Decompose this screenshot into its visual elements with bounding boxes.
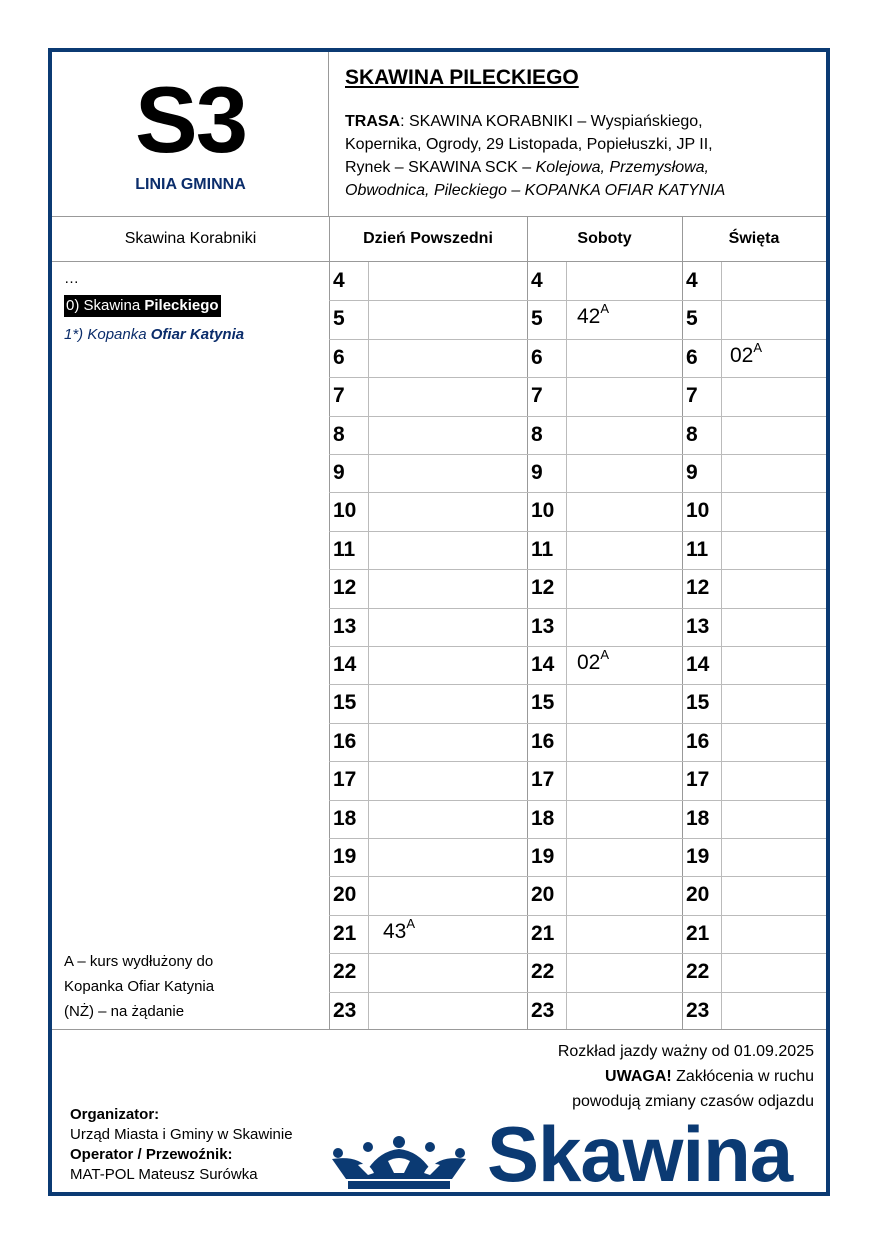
saturday-hour-22: 22 <box>531 960 555 984</box>
holiday-hour-12: 12 <box>686 576 710 600</box>
saturday-hour-13: 13 <box>531 614 555 638</box>
warning-label: UWAGA! <box>605 1068 672 1085</box>
weekday-hour-7: 7 <box>333 384 345 408</box>
previous-stops: … <box>64 270 79 287</box>
weekday-column-header: Dzień Powszedni <box>329 217 527 262</box>
warning-text-2: powodują zmiany czasów odjazdu <box>572 1093 814 1110</box>
weekday-hour-20: 20 <box>333 883 357 907</box>
weekday-hour-15: 15 <box>333 691 357 715</box>
warning-text: Zakłócenia w ruchu <box>671 1068 814 1085</box>
row-divider <box>329 492 826 493</box>
holiday-hour-8: 8 <box>686 422 698 446</box>
row-divider <box>329 569 826 570</box>
row-divider <box>329 454 826 455</box>
saturday-hour-8: 8 <box>531 422 543 446</box>
row-divider <box>329 608 826 609</box>
weekday-hour-11: 11 <box>333 537 356 561</box>
row-divider <box>329 992 826 993</box>
weekday-hour-8: 8 <box>333 422 345 446</box>
weekday-hour-6: 6 <box>333 345 345 369</box>
holiday-hour-19: 19 <box>686 845 710 868</box>
saturday-hour-19: 19 <box>531 845 555 868</box>
weekday-hour-21: 21 <box>333 921 357 945</box>
saturday-hour-10: 10 <box>531 499 555 523</box>
holiday-departure <box>730 339 763 368</box>
holiday-hour-14: 14 <box>686 653 710 676</box>
row-divider <box>329 646 826 647</box>
line-type: LINIA GMINNA <box>135 176 246 193</box>
holiday-hour-17: 17 <box>686 768 710 792</box>
weekday-hour-18: 18 <box>333 806 357 830</box>
route-label: TRASA <box>345 113 401 130</box>
route-line-2: Kopernika, Ogrody, 29 Listopada, Popiełuszki, JP II, <box>345 136 713 153</box>
crown-icon <box>328 1135 470 1191</box>
holiday-hour-11: 11 <box>686 537 709 561</box>
weekday-hour-12: 12 <box>333 576 357 600</box>
row-divider <box>329 416 826 417</box>
row-divider <box>329 531 826 532</box>
weekday-hour-16: 16 <box>333 729 357 753</box>
route-line-4: Obwodnica, Pileckiego – KOPANKA OFIAR KATYNIA <box>345 182 726 199</box>
timetable-frame <box>48 48 830 1196</box>
saturday-hour-6: 6 <box>531 345 543 369</box>
saturday-departure <box>577 647 610 675</box>
holiday-hour-23: 23 <box>686 998 710 1022</box>
current-stop <box>64 295 221 317</box>
row-divider <box>329 761 826 762</box>
row-divider <box>329 300 826 301</box>
weekday-hour-17: 17 <box>333 768 357 792</box>
saturday-hour-15: 15 <box>531 691 555 715</box>
holiday-hour-5: 5 <box>686 307 698 331</box>
holiday-hour-16: 16 <box>686 729 710 753</box>
departure-mark: A <box>600 647 610 662</box>
departure-minute: 02 <box>577 651 601 674</box>
weekday-departure <box>383 915 416 944</box>
saturday-hour-18: 18 <box>531 806 555 830</box>
row-divider <box>329 339 826 340</box>
saturday-departure <box>577 301 610 329</box>
departure-minute: 02 <box>730 343 754 367</box>
row-divider <box>329 800 826 801</box>
saturday-column-header: Soboty <box>527 217 682 262</box>
legend <box>64 949 324 1024</box>
holiday-hour-6: 6 <box>686 345 698 369</box>
saturday-hour-20: 20 <box>531 883 555 907</box>
saturday-hour-16: 16 <box>531 729 555 753</box>
weekday-hour-19: 19 <box>333 845 357 868</box>
route-line-3-italic: Kolejowa, Przemysłowa, <box>535 159 709 176</box>
valid-from: Rozkład jazdy ważny od 01.09.2025 <box>557 1043 814 1060</box>
weekday-hour-23: 23 <box>333 998 357 1022</box>
row-divider <box>329 876 826 877</box>
next-stop-prefix: 1*) Kopanka <box>64 326 151 343</box>
route-line-3: Rynek – SKAWINA SCK – <box>345 159 536 176</box>
weekday-hour-13: 13 <box>333 614 357 638</box>
current-stop-prefix: 0) Skawina <box>66 297 145 314</box>
weekday-hour-4: 4 <box>333 269 345 292</box>
legend-line: A – kurs wydłużony do <box>64 953 214 970</box>
weekday-hour-22: 22 <box>333 960 357 984</box>
row-divider <box>329 723 826 724</box>
departure-minute: 42 <box>577 305 601 329</box>
current-stop-bold: Pileckiego <box>144 297 219 314</box>
holiday-hour-10: 10 <box>686 499 710 523</box>
weekday-hour-5: 5 <box>333 307 345 331</box>
row-divider <box>329 953 826 954</box>
stop-header <box>329 52 826 217</box>
operator-name: MAT-POL Mateusz Surówka <box>70 1166 258 1183</box>
line-header <box>52 52 329 217</box>
stop-name: SKAWINA PILECKIEGO <box>345 66 579 89</box>
route-description <box>345 110 810 202</box>
departure-minute: 43 <box>383 919 407 943</box>
saturday-hour-21: 21 <box>531 921 555 945</box>
divider <box>52 1029 826 1030</box>
legend-line: (NŻ) – na żądanie <box>64 1003 185 1020</box>
saturday-hour-23: 23 <box>531 998 555 1022</box>
saturday-hour-17: 17 <box>531 768 555 792</box>
row-divider <box>329 377 826 378</box>
saturday-hour-5: 5 <box>531 307 543 331</box>
departure-mark: A <box>406 915 416 931</box>
organizer-name: Urząd Miasta i Gminy w Skawinie <box>70 1126 293 1143</box>
saturday-hour-4: 4 <box>531 269 543 292</box>
next-stop-bold: Ofiar Katynia <box>150 326 245 343</box>
holiday-hour-13: 13 <box>686 614 710 638</box>
holiday-column-header: Święta <box>682 217 826 262</box>
stop-list <box>64 269 324 345</box>
row-divider <box>329 838 826 839</box>
line-number: S3 <box>135 67 246 172</box>
organizer-label: Organizator: <box>70 1106 160 1123</box>
next-stop <box>64 325 324 345</box>
holiday-hour-21: 21 <box>686 921 710 945</box>
stops-column-header: Skawina Korabniki <box>52 217 329 262</box>
departure-mark: A <box>600 301 610 317</box>
holiday-hour-7: 7 <box>686 384 698 408</box>
departure-mark: A <box>753 339 763 355</box>
logo-text: Skawina <box>487 1110 793 1198</box>
saturday-hour-11: 11 <box>531 537 554 561</box>
weekday-hour-14: 14 <box>333 653 357 676</box>
holiday-hour-18: 18 <box>686 806 710 830</box>
organizer-info <box>70 1105 293 1185</box>
holiday-hour-9: 9 <box>686 461 698 484</box>
weekday-hour-10: 10 <box>333 499 357 523</box>
saturday-hour-12: 12 <box>531 576 555 600</box>
weekday-hour-9: 9 <box>333 461 345 484</box>
saturday-hour-7: 7 <box>531 384 543 408</box>
holiday-hour-22: 22 <box>686 960 710 984</box>
holiday-hour-15: 15 <box>686 691 710 715</box>
row-divider <box>329 684 826 685</box>
saturday-hour-14: 14 <box>531 653 555 676</box>
legend-line: Kopanka Ofiar Katynia <box>64 978 215 995</box>
route-line-1: : SKAWINA KORABNIKI – Wyspiańskiego, <box>400 113 703 130</box>
validity-info <box>558 1039 814 1114</box>
holiday-hour-4: 4 <box>686 269 698 292</box>
operator-label: Operator / Przewoźnik: <box>70 1146 233 1163</box>
saturday-hour-9: 9 <box>531 461 543 484</box>
holiday-hour-20: 20 <box>686 883 710 907</box>
row-divider <box>329 915 826 916</box>
